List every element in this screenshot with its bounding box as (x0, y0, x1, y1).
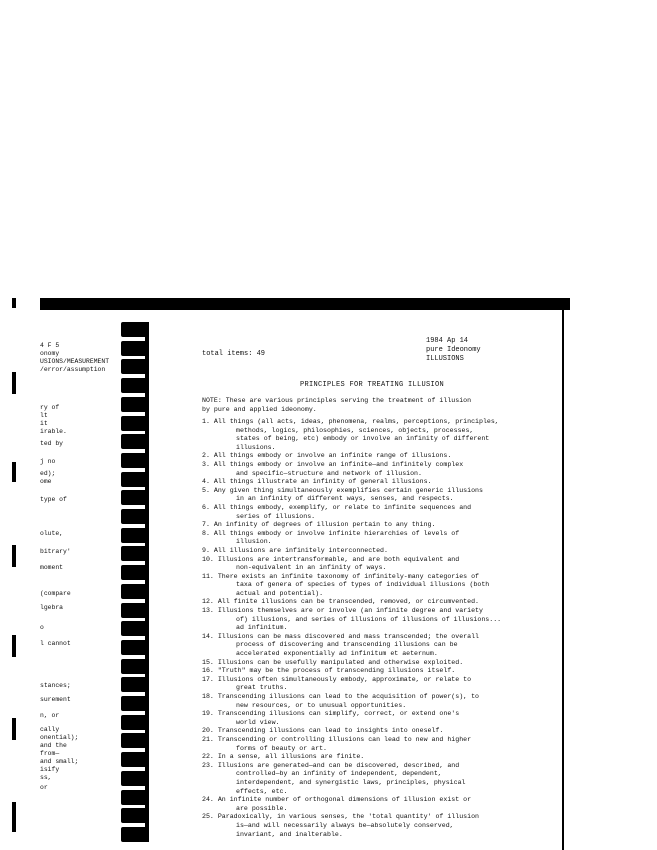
item-first-line: 23. Illusions are generated—and can be discovered, described, and (202, 761, 460, 769)
binding-ring (121, 322, 148, 337)
left-page-fragment: n, or (40, 712, 60, 719)
list-item (202, 667, 552, 676)
list-item (202, 547, 552, 556)
item-first-line: 4. All things illustrate an infinity of general illusions. (202, 478, 432, 486)
left-page-fragment: stances; (40, 682, 71, 689)
item-continuation-line: actual and potential). (236, 589, 324, 597)
left-page-fragment: and the (40, 742, 67, 749)
list-item (202, 573, 552, 599)
list-item (202, 530, 552, 547)
item-first-line: 9. All illusions are infinitely interconnected. (202, 546, 388, 554)
left-page-fragment: USIONS/MEASUREMENT (40, 358, 110, 365)
item-continuation-line: forms of beauty or art. (236, 744, 328, 752)
total-items: total items: 49 (202, 350, 266, 358)
left-page-fragment: lt (40, 412, 48, 419)
left-margin-mark (12, 718, 16, 740)
item-continuation-line: world view. (236, 718, 280, 726)
left-page-fragment: ome (40, 478, 52, 485)
left-page-fragment: onomy (40, 350, 60, 357)
binding-ring (121, 565, 148, 580)
binding-ring (121, 453, 148, 468)
binding-ring (121, 509, 148, 524)
binding-ring (121, 434, 148, 449)
list-item (202, 736, 552, 753)
item-first-line: 10. Illusions are intertransformable, and are both equivalent and (202, 555, 460, 563)
binding-ring (121, 341, 148, 356)
item-first-line: 25. Paradoxically, in various senses, the 'total quantity' of illusion (202, 813, 479, 821)
item-continuation-line: non-equivalent in an infinity of ways. (236, 564, 387, 572)
topic-line: ILLUSIONS (426, 355, 464, 363)
binding-ring (121, 490, 148, 505)
left-page-fragment: l cannot (40, 640, 71, 647)
left-page-fragment: bitrary' (40, 548, 71, 555)
category-line: pure Ideonomy (426, 346, 481, 354)
item-continuation-line: in an infinity of different ways, senses, and respects. (236, 495, 454, 503)
binding-ring (121, 827, 148, 842)
left-margin-mark (12, 372, 16, 394)
binding-ring (121, 359, 148, 374)
item-first-line: 21. Transcending or controlling illusions can lead to new and higher (202, 735, 472, 743)
item-continuation-line: states of being, etc) embody or involve an infinity of different (236, 435, 490, 443)
item-continuation-line: methods, logics, philosophies, sciences, objects, processes, (236, 426, 474, 434)
binding-ring (121, 677, 148, 692)
left-page-fragment: olute, (40, 530, 64, 537)
list-item (202, 659, 552, 668)
note-line: by pure and applied ideonomy. (202, 405, 317, 413)
item-first-line: 16. "Truth" may be the process of transcending illusions itself. (202, 667, 456, 675)
left-page-fragment: /error/assumption (40, 366, 106, 373)
binding-ring (121, 659, 148, 674)
page-right-edge (562, 308, 570, 850)
list-item (202, 676, 552, 693)
left-page-fragment: irable. (40, 428, 67, 435)
left-page-fragment: lgebra (40, 604, 64, 611)
left-page-fragment: moment (40, 564, 64, 571)
list-item (202, 452, 552, 461)
date-line: 1984 Ap 14 (426, 337, 469, 345)
left-page-fragment: (compare (40, 590, 71, 597)
header-right (426, 337, 481, 364)
item-first-line: 17. Illusions often simultaneously embody, approximate, or relate to (202, 675, 472, 683)
item-continuation-line: invariant, and inalterable. (236, 830, 343, 838)
item-first-line: 15. Illusions can be usefully manipulated and otherwise exploited. (202, 658, 464, 666)
item-continuation-line: interdependent, and synergistic laws, principles, physical (236, 778, 466, 786)
item-continuation-line: effects, etc. (236, 787, 288, 795)
left-page-fragment: ted by (40, 440, 64, 447)
left-page-fragment: ed); (40, 470, 56, 477)
binding-ring (121, 472, 148, 487)
item-continuation-line: of) illusions, and series of illusions of illusions of illusions... (236, 615, 502, 623)
list-item (202, 607, 552, 633)
item-continuation-line: illusions. (236, 443, 276, 451)
binding-ring (121, 808, 148, 823)
binding-ring (121, 546, 148, 561)
list-item (202, 813, 552, 839)
left-page-fragment: from— (40, 750, 60, 757)
list-item (202, 504, 552, 521)
left-margin-mark (12, 635, 16, 657)
left-page-fragment: surement (40, 696, 71, 703)
item-continuation-line: and specific—structure and network of illusion. (236, 469, 422, 477)
list-item (202, 418, 552, 452)
item-continuation-line: is—and will necessarily always be—absolutely conserved, (236, 821, 454, 829)
left-page-fragment: o (40, 624, 44, 631)
item-first-line: 5. Any given thing simultaneously exemplifies certain generic illusions (202, 486, 483, 494)
item-first-line: 3. All things embody or involve an infinite—and infinitely complex (202, 460, 464, 468)
item-continuation-line: are possible. (236, 804, 288, 812)
left-page-fragment: cally (40, 726, 60, 733)
item-first-line: 6. All things embody, exemplify, or relate to infinite sequences and (202, 503, 472, 511)
list-item (202, 478, 552, 487)
left-page-fragment: onential); (40, 734, 79, 741)
left-margin-mark (12, 462, 16, 482)
left-page-fragment: j no (40, 458, 56, 465)
left-page-fragment: 4 F 5 (40, 342, 60, 349)
binding-ring (121, 771, 148, 786)
item-first-line: 13. Illusions themselves are or involve (an infinite degree and variety (202, 607, 483, 615)
binding-ring (121, 640, 148, 655)
left-page-fragment: isify (40, 766, 60, 773)
binding-ring (121, 528, 148, 543)
left-page-fragment: type of (40, 496, 67, 503)
binding-ring (121, 416, 148, 431)
page-top-shadow (40, 298, 570, 310)
left-margin-mark (12, 802, 16, 832)
item-continuation-line: accelerated exponentially ad infinitum et aeternum. (236, 650, 438, 658)
item-first-line: 12. All finite illusions can be transcended, removed, or circumvented. (202, 598, 479, 606)
list-item (202, 762, 552, 796)
item-first-line: 8. All things embody or involve infinite hierarchies of levels of (202, 529, 460, 537)
list-item (202, 598, 552, 607)
item-first-line: 22. In a sense, all illusions are finite. (202, 753, 365, 761)
left-margin-mark (12, 298, 16, 308)
binding-ring (121, 584, 148, 599)
list-item (202, 727, 552, 736)
item-continuation-line: illusion. (236, 538, 272, 546)
item-continuation-line: ad infinitum. (236, 624, 288, 632)
item-first-line: 18. Transcending illusions can lead to the acquisition of power(s), to (202, 693, 479, 700)
left-page-fragment: ry of (40, 404, 60, 411)
binding-ring (121, 733, 148, 748)
binding-ring (121, 715, 148, 730)
binding-ring (121, 790, 148, 805)
left-page-fragment: and small; (40, 758, 79, 765)
list-item (202, 461, 552, 478)
left-page-fragment: or (40, 784, 48, 791)
note-line: NOTE: These are various principles serving the treatment of illusion (202, 397, 472, 404)
item-continuation-line: taxa of genera of species of types of individual illusions (both (236, 581, 490, 589)
item-continuation-line: great truths. (236, 684, 288, 692)
list-item (202, 556, 552, 573)
binding-ring (121, 752, 148, 767)
item-first-line: 1. All things (all acts, ideas, phenomena, realms, perceptions, principles, (202, 418, 499, 425)
binding-ring (121, 696, 148, 711)
item-first-line: 14. Illusions can be mass discovered and mass transcended; the overall (202, 632, 479, 640)
item-continuation-line: process of discovering and transcending illusions can be (236, 641, 458, 649)
list-item (202, 633, 552, 659)
binding-ring (121, 378, 148, 393)
binding-ring (121, 603, 148, 618)
list-item (202, 693, 552, 710)
item-first-line: 2. All things embody or involve an infinite range of illusions. (202, 452, 452, 460)
principles-list (202, 418, 552, 839)
note-block (202, 397, 471, 414)
item-first-line: 7. An infinity of degrees of illusion pertain to any thing. (202, 521, 436, 529)
list-item (202, 710, 552, 727)
item-continuation-line: new resources, or to unusual opportunities. (236, 701, 407, 709)
left-page-fragment: ss, (40, 774, 52, 781)
page-title: PRINCIPLES FOR TREATING ILLUSION (299, 381, 445, 389)
binding-ring (121, 621, 148, 636)
item-continuation-line: series of illusions. (236, 512, 316, 520)
item-first-line: 19. Transcending illusions can simplify, correct, or extend one's (202, 710, 460, 718)
spiral-binding (121, 322, 148, 842)
left-margin-mark (12, 545, 16, 567)
item-continuation-line: controlled—by an infinity of independent, dependent, (236, 770, 442, 778)
left-page-fragment: it (40, 420, 48, 427)
list-item (202, 753, 552, 762)
binding-ring (121, 397, 148, 412)
list-item (202, 487, 552, 504)
item-first-line: 24. An infinite number of orthogonal dimensions of illusion exist or (202, 796, 472, 804)
item-first-line: 11. There exists an infinite taxonomy of infinitely-many categories of (202, 572, 479, 580)
item-first-line: 20. Transcending illusions can lead to insights into oneself. (202, 727, 444, 735)
list-item (202, 796, 552, 813)
list-item (202, 521, 552, 530)
